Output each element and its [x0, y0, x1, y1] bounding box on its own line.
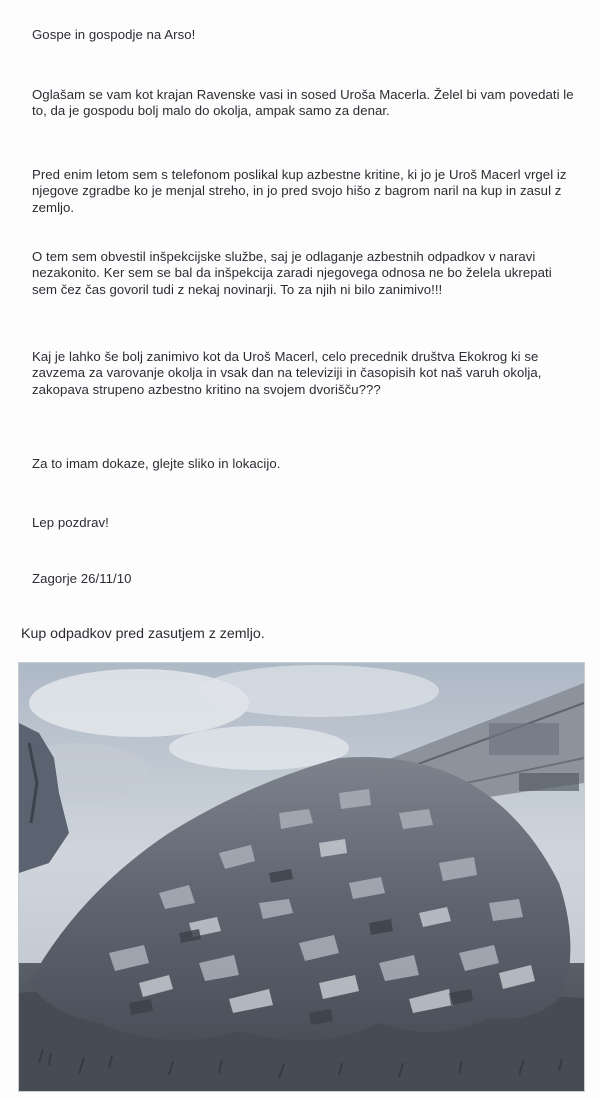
letter-paragraph-2: Pred enim letom sem s telefonom poslikal kup azbestne kritine, ki jo je Uroš Macerl vrgel iz njegove zgradbe ko je menjal streho, in jo pred svojo hišo z bagrom naril na kup in zasul z zemljo.: [32, 167, 567, 215]
letter-greeting: Gospe in gospodje na Arso!: [32, 27, 196, 42]
letter-place-date: Zagorje 26/11/10: [32, 571, 132, 586]
photo-caption: Kup odpadkov pred zasutjem z zemljo.: [21, 626, 265, 642]
letter-paragraph-1: Oglašam se vam kot krajan Ravenske vasi in sosed Uroša Macerla. Želel bi vam povedati le to, da je gospodu bolj malo do okolja, ampak samo za denar.: [32, 87, 574, 119]
waste-pile-illustration: [19, 663, 584, 1091]
letter-paragraph-5: Za to imam dokaze, glejte sliko in lokacijo.: [32, 456, 281, 471]
letter-paragraph-4: Kaj je lahko še bolj zanimivo kot da Uroš Macerl, celo precednik društva Ekokrog ki se zavzema za varovanje okolja in vsak dan na televiziji in časopisih kot naš varuh okolja, zakopava strupeno azbestno kritino na svojem dvorišču???: [32, 349, 542, 397]
waste-pile-photo: [18, 662, 585, 1092]
letter-paragraph-3: O tem sem obvestil inšpekcijske službe, saj je odlaganje azbestnih odpadkov v naravi nezakonito. Ker sem se bal da inšpekcija zaradi njegovega odnosa ne bo želela ukrepati sem čez čas govoril tudi z nekaj novinarji. To za njih ni bilo zanimivo!!!: [32, 249, 552, 297]
letter-closing: Lep pozdrav!: [32, 515, 109, 530]
